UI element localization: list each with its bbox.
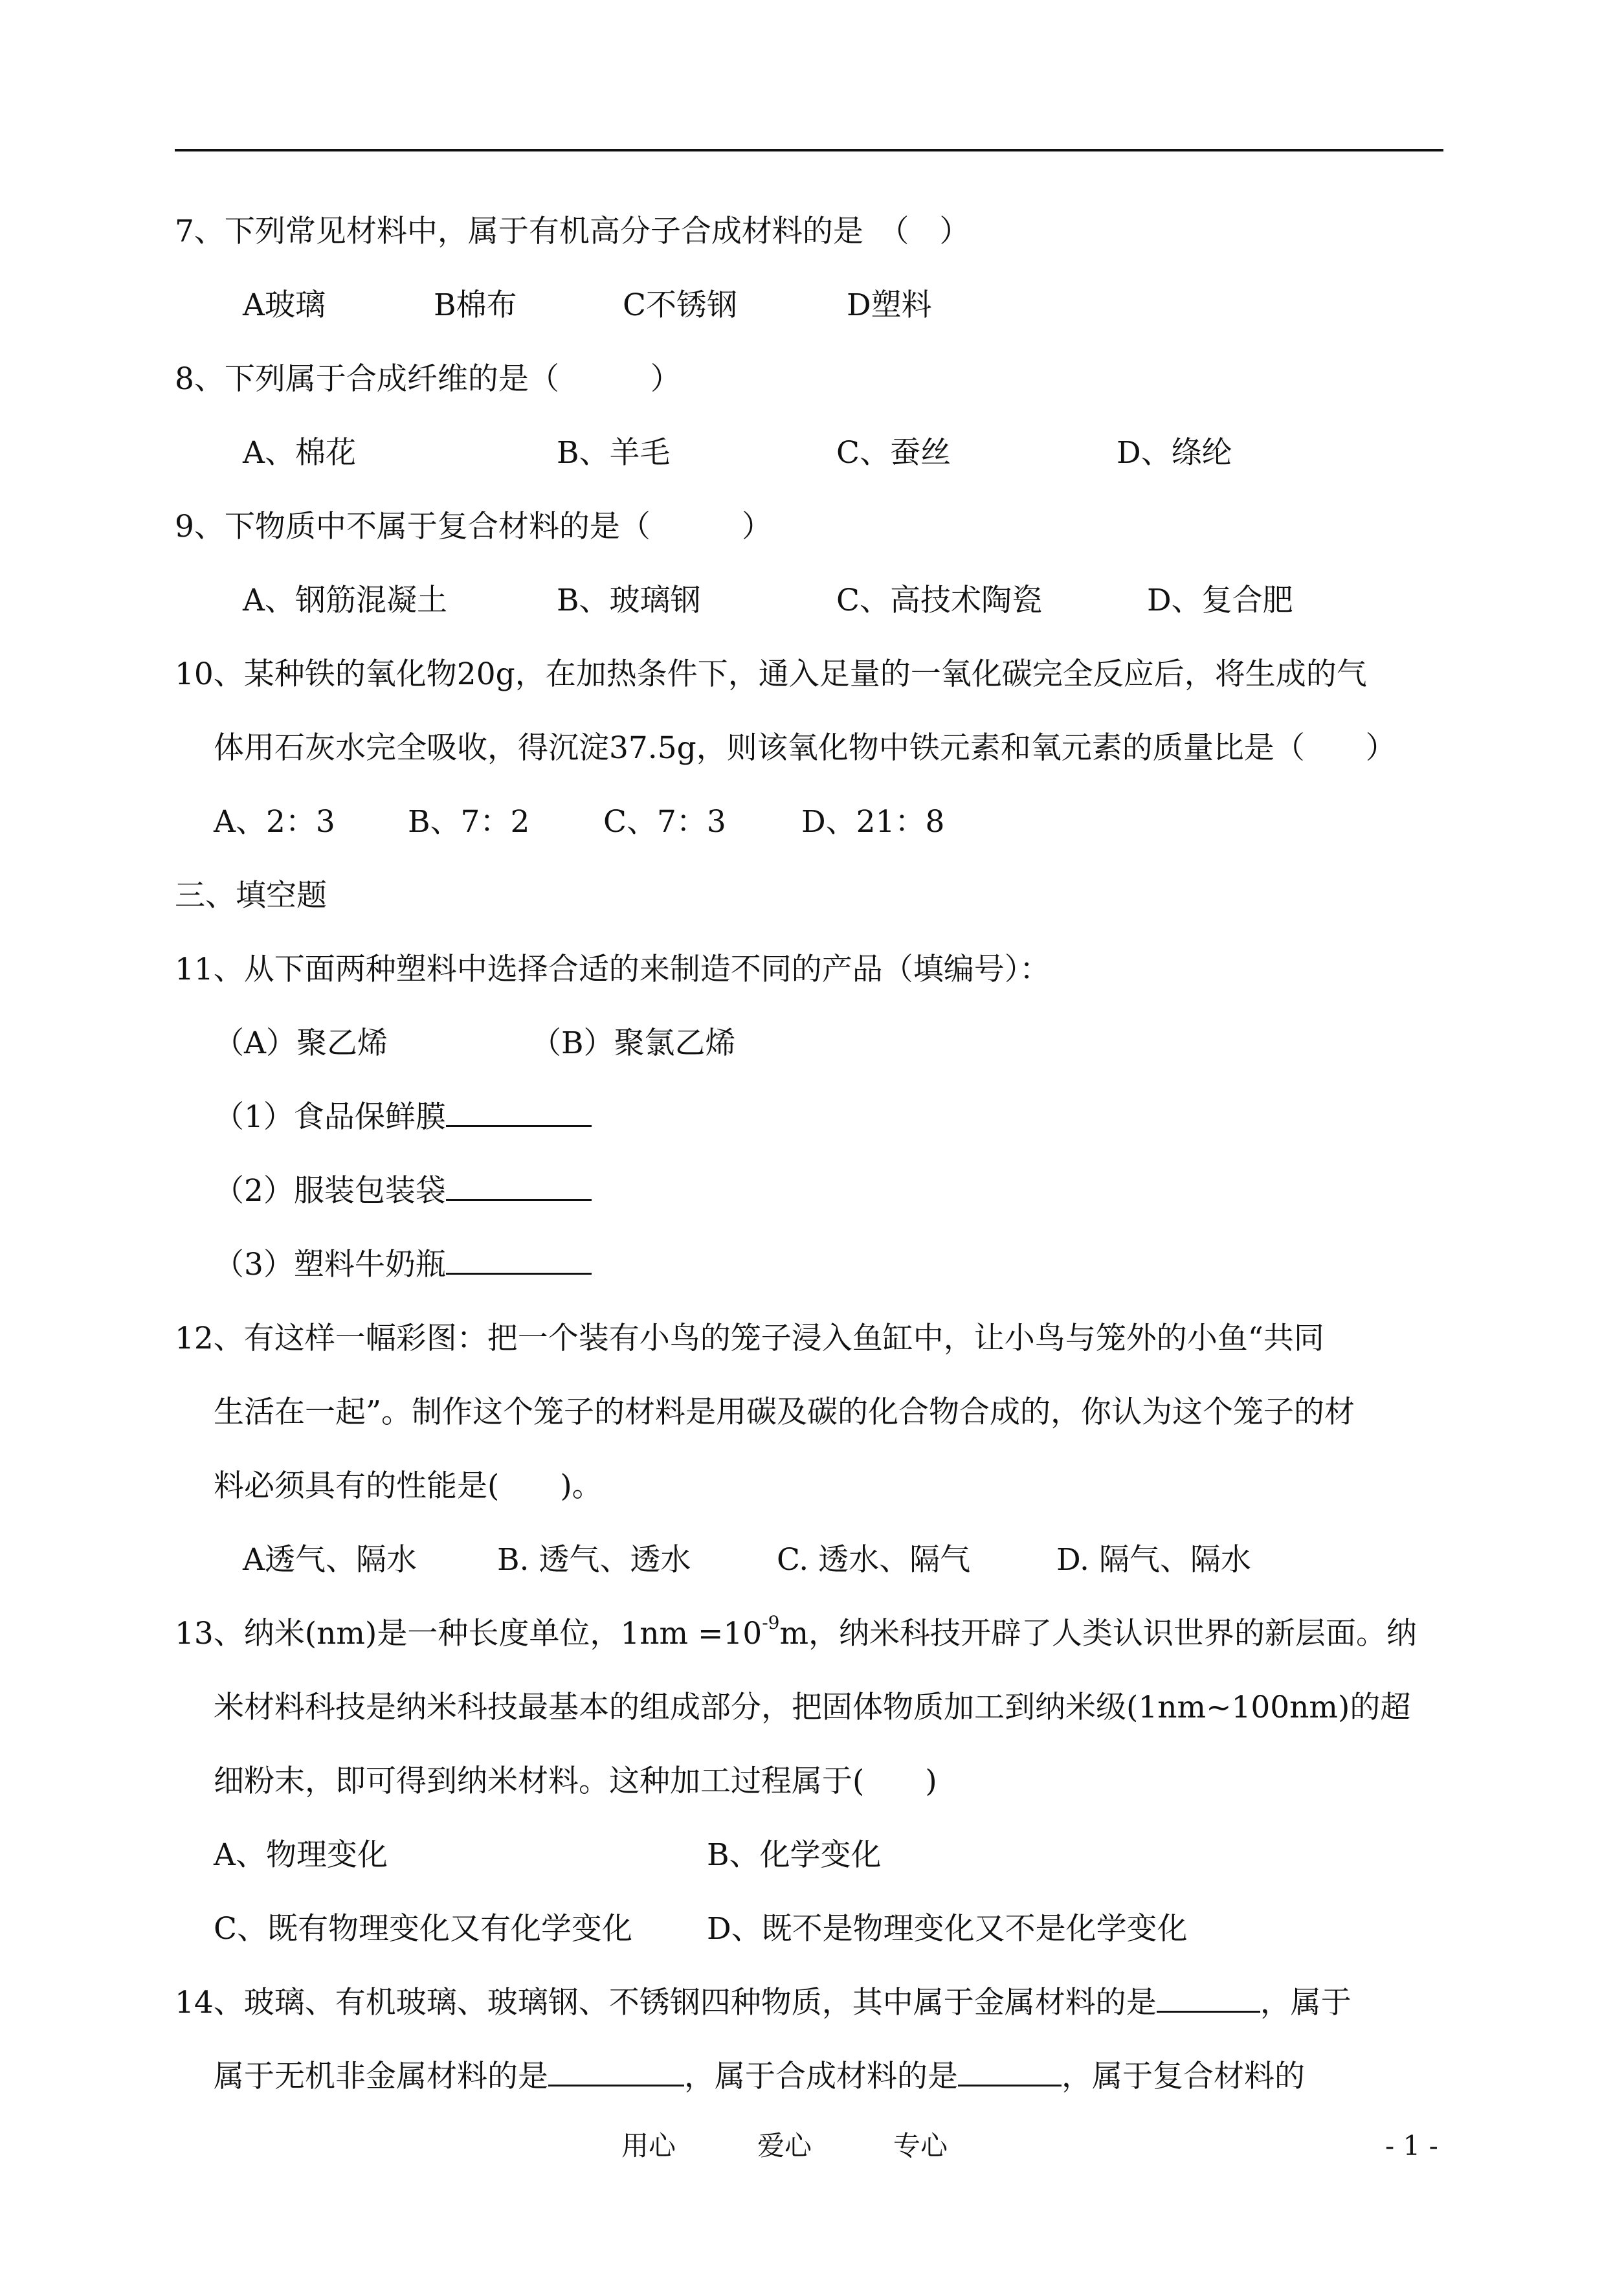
- question-9-stem: 9、下物质中不属于复合材料的是（ ）: [175, 509, 772, 544]
- question-13-options-row-2: [0, 1903, 1624, 1955]
- page-number: - 1 -: [1385, 2130, 1438, 2162]
- exponent: -9: [762, 1612, 780, 1634]
- choice-a: （A）聚乙烯: [214, 1025, 388, 1061]
- text: 13、纳米(nm)是一种长度单位，1nm =10: [175, 1616, 762, 1651]
- answer-blank[interactable]: [446, 1091, 592, 1127]
- question-11-stem: 11、从下面两种塑料中选择合适的来制造不同的产品（填编号）：: [175, 952, 1051, 987]
- option-d: D、21：8: [801, 804, 945, 840]
- option-c: C. 透水、隔气: [777, 1542, 971, 1578]
- option-b: B、7：2: [408, 804, 530, 840]
- option-a: A玻璃: [243, 287, 326, 323]
- option-c: C、既有物理变化又有化学变化: [214, 1911, 632, 1947]
- answer-blank[interactable]: [1157, 1977, 1260, 2013]
- question-10-options: [0, 796, 1624, 848]
- option-d: D、复合肥: [1147, 583, 1293, 618]
- question-9-options: [0, 575, 1624, 627]
- option-b: B. 透气、透水: [497, 1542, 691, 1578]
- question-8-stem: 8、下列属于合成纤维的是（ ）: [175, 361, 681, 397]
- item-label: （3）塑料牛奶瓶: [214, 1247, 446, 1282]
- option-b: B、玻璃钢: [557, 583, 701, 618]
- item-label: （1）食品保鲜膜: [214, 1099, 446, 1135]
- answer-blank[interactable]: [958, 2051, 1062, 2086]
- question-8-options: [0, 427, 1624, 479]
- option-a: A、棉花: [243, 435, 356, 471]
- option-a: A、2：3: [214, 804, 335, 840]
- question-13-options-row-1: [0, 1829, 1624, 1881]
- question-11-item-3: [214, 1239, 592, 1291]
- question-11-item-1: [214, 1091, 592, 1143]
- option-d: D、绦纶: [1117, 435, 1232, 471]
- question-12-line-1: 12、有这样一幅彩图：把一个装有小鸟的笼子浸入鱼缸中，让小鸟与笼外的小鱼“共同: [175, 1321, 1324, 1356]
- question-14-line-2: [214, 2051, 1305, 2103]
- option-b: B、羊毛: [557, 435, 671, 471]
- option-d: D. 隔气、隔水: [1056, 1542, 1251, 1578]
- question-7-stem: 7、下列常见材料中，属于有机高分子合成材料的是 （ ）: [175, 214, 970, 249]
- choice-b: （B）聚氯乙烯: [531, 1025, 736, 1061]
- question-12-line-2: 生活在一起”。制作这个笼子的材料是用碳及碳的化合物合成的，你认为这个笼子的材: [214, 1394, 1355, 1430]
- question-10-line-1: 10、某种铁的氧化物20g，在加热条件下，通入足量的一氧化碳完全反应后，将生成的气: [175, 656, 1367, 692]
- question-7-options: [0, 280, 1624, 331]
- answer-blank[interactable]: [548, 2051, 684, 2086]
- option-a: A透气、隔水: [243, 1542, 417, 1578]
- text: ，属于合成材料的是: [684, 2059, 958, 2094]
- option-a: A、物理变化: [214, 1837, 388, 1873]
- question-13-line-3: 细粉末，即可得到纳米材料。这种加工过程属于( ): [214, 1763, 937, 1799]
- header-rule: [175, 149, 1443, 151]
- text: ，属于复合材料的: [1062, 2059, 1305, 2094]
- question-13-line-1: [175, 1608, 1417, 1660]
- text: 属于无机非金属材料的是: [214, 2059, 548, 2094]
- option-c: C、高技术陶瓷: [836, 583, 1042, 618]
- footer-motto: 用心 爱心 专心: [621, 2130, 948, 2162]
- option-b: B棉布: [434, 287, 517, 323]
- question-11-item-2: [214, 1165, 592, 1217]
- option-d: D、既不是物理变化又不是化学变化: [707, 1911, 1188, 1947]
- answer-blank[interactable]: [446, 1165, 592, 1201]
- option-c: C、蚕丝: [836, 435, 951, 471]
- option-a: A、钢筋混凝土: [243, 583, 447, 618]
- question-12-line-3: 料必须具有的性能是( )。: [214, 1468, 603, 1504]
- question-14-line-1: [175, 1977, 1351, 2029]
- option-c: C不锈钢: [623, 287, 737, 323]
- option-d: D塑料: [847, 287, 932, 323]
- item-label: （2）服装包装袋: [214, 1173, 446, 1209]
- text: ，属于: [1260, 1985, 1351, 2020]
- option-b: B、化学变化: [707, 1837, 882, 1873]
- question-10-line-2: 体用石灰水完全吸收，得沉淀37.5g，则该氧化物中铁元素和氧元素的质量比是（ ）: [214, 730, 1396, 766]
- question-11-choices: [0, 1018, 1624, 1069]
- option-c: C、7：3: [603, 804, 726, 840]
- answer-blank[interactable]: [446, 1239, 592, 1275]
- text: 14、玻璃、有机玻璃、玻璃钢、不锈钢四种物质，其中属于金属材料的是: [175, 1985, 1157, 2020]
- text: m，纳米科技开辟了人类认识世界的新层面。纳: [779, 1616, 1418, 1651]
- section-title: 三、填空题: [175, 878, 327, 913]
- question-13-line-2: 米材料科技是纳米科技最基本的组成部分，把固体物质加工到纳米级(1nm~100nm)的超: [214, 1690, 1411, 1725]
- question-12-options: [0, 1534, 1624, 1586]
